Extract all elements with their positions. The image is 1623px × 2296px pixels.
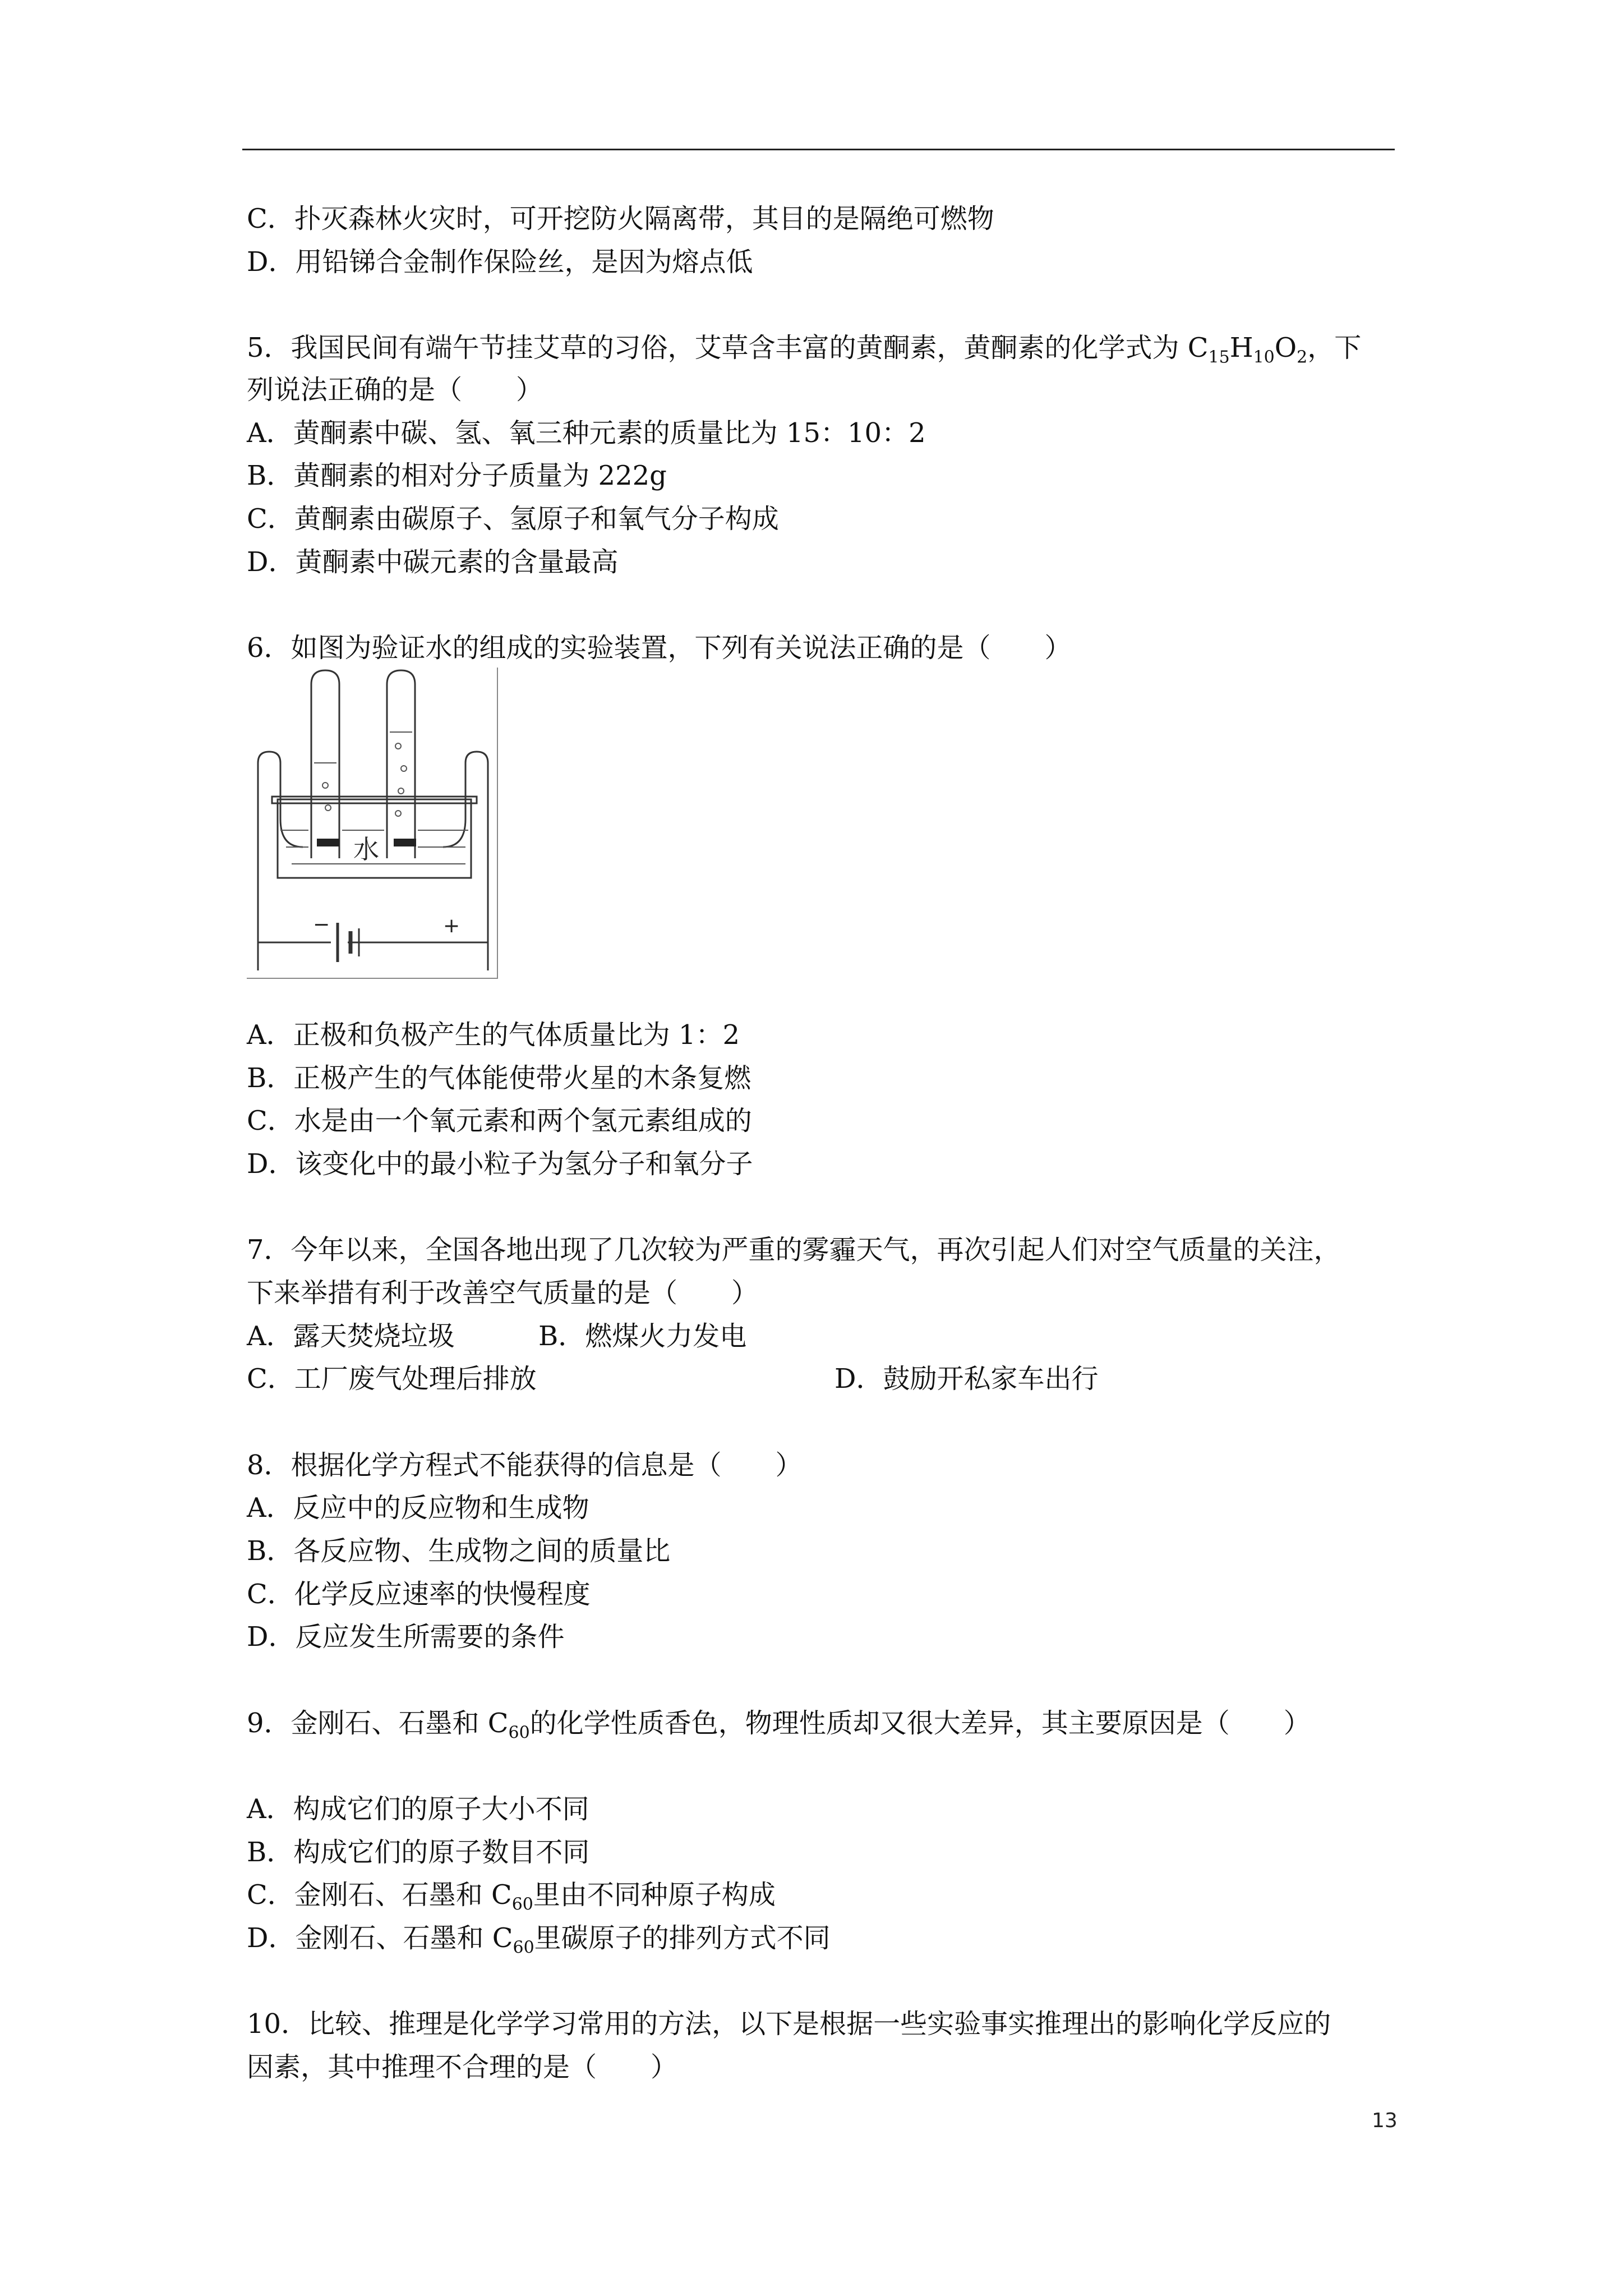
q9-option-a: A．构成它们的原子大小不同 bbox=[247, 1793, 589, 1825]
q10-stem-line1: 10．比较、推理是化学学习常用的方法，以下是根据一些实验事实推理出的影响化学反应的 bbox=[247, 2008, 1331, 2040]
figure-frame bbox=[247, 668, 498, 979]
q6-option-d: D．该变化中的最小粒子为氢分子和氧分子 bbox=[247, 1148, 753, 1180]
q9-option-c: C．金刚石、石墨和 $C_{60}$里由不同种原子构成 bbox=[247, 1879, 776, 1915]
q5-option-d: D．黄酮素中碳元素的含量最高 bbox=[247, 546, 619, 578]
q8-stem: 8．根据化学方程式不能获得的信息是（ ） bbox=[247, 1450, 803, 1481]
q7-option-a: A．露天焚烧垃圾 bbox=[247, 1320, 455, 1352]
plus-sign: + bbox=[443, 914, 460, 937]
header-rule bbox=[242, 149, 1395, 150]
q8-option-c: C．化学反应速率的快慢程度 bbox=[247, 1579, 591, 1610]
q9-option-b: B．构成它们的原子数目不同 bbox=[247, 1837, 590, 1868]
minus-sign: − bbox=[313, 913, 330, 936]
q7-option-c: C．工厂废气处理后排放 bbox=[247, 1363, 537, 1395]
q4-option-c: C．扑灭森林火灾时，可开挖防火隔离带，其目的是隔绝可燃物 bbox=[247, 203, 994, 234]
q4-option-d: D．用铅锑合金制作保险丝，是因为熔点低 bbox=[247, 246, 753, 278]
q6-stem: 6．如图为验证水的组成的实验装置，下列有关说法正确的是（ ） bbox=[247, 632, 1072, 664]
q6-option-c: C．水是由一个氧元素和两个氢元素组成的 bbox=[247, 1105, 752, 1137]
q7-option-b: B．燃煤火力发电 bbox=[538, 1320, 747, 1352]
q6-option-b: B．正极产生的气体能使带火星的木条复燃 bbox=[247, 1062, 751, 1094]
q8-option-a: A．反应中的反应物和生成物 bbox=[247, 1492, 589, 1524]
page-number: 13 bbox=[1372, 2109, 1398, 2132]
q6-option-a: A．正极和负极产生的气体质量比为 1：2 bbox=[247, 1019, 740, 1051]
q5-option-b: B．黄酮素的相对分子质量为 222g bbox=[247, 460, 667, 491]
q7-option-d: D．鼓励开私家车出行 bbox=[834, 1363, 1099, 1395]
q8-option-d: D．反应发生所需要的条件 bbox=[247, 1621, 565, 1653]
q8-option-b: B．各反应物、生成物之间的质量比 bbox=[247, 1535, 671, 1567]
q5-stem-line1: 5．我国民间有端午节挂艾草的习俗，艾草含丰富的黄酮素，黄酮素的化学式为 $C_{15}H_{10}O_2$，下 bbox=[247, 332, 1362, 367]
q9-option-d: D．金刚石、石墨和 $C_{60}$里碳原子的排列方式不同 bbox=[247, 1922, 831, 1958]
q9-stem: 9．金刚石、石墨和 $C_{60}$的化学性质香色，物理性质却又很大差异，其主要原因是（ ） bbox=[247, 1708, 1311, 1743]
q5-stem-line2: 列说法正确的是（ ） bbox=[247, 374, 543, 406]
q5-option-a: A．黄酮素中碳、氢、氧三种元素的质量比为 15：10：2 bbox=[247, 417, 926, 449]
electrolysis-apparatus-figure bbox=[247, 668, 499, 982]
q7-stem-line1: 7．今年以来，全国各地出现了几次较为严重的雾霾天气，再次引起人们对空气质量的关注， bbox=[247, 1234, 1341, 1266]
water-label: 水 bbox=[353, 834, 379, 864]
q10-stem-line2: 因素，其中推理不合理的是（ ） bbox=[247, 2051, 678, 2083]
q5-option-c: C．黄酮素由碳原子、氢原子和氧气分子构成 bbox=[247, 503, 779, 535]
q7-stem-line2: 下来举措有利于改善空气质量的是（ ） bbox=[247, 1277, 759, 1309]
